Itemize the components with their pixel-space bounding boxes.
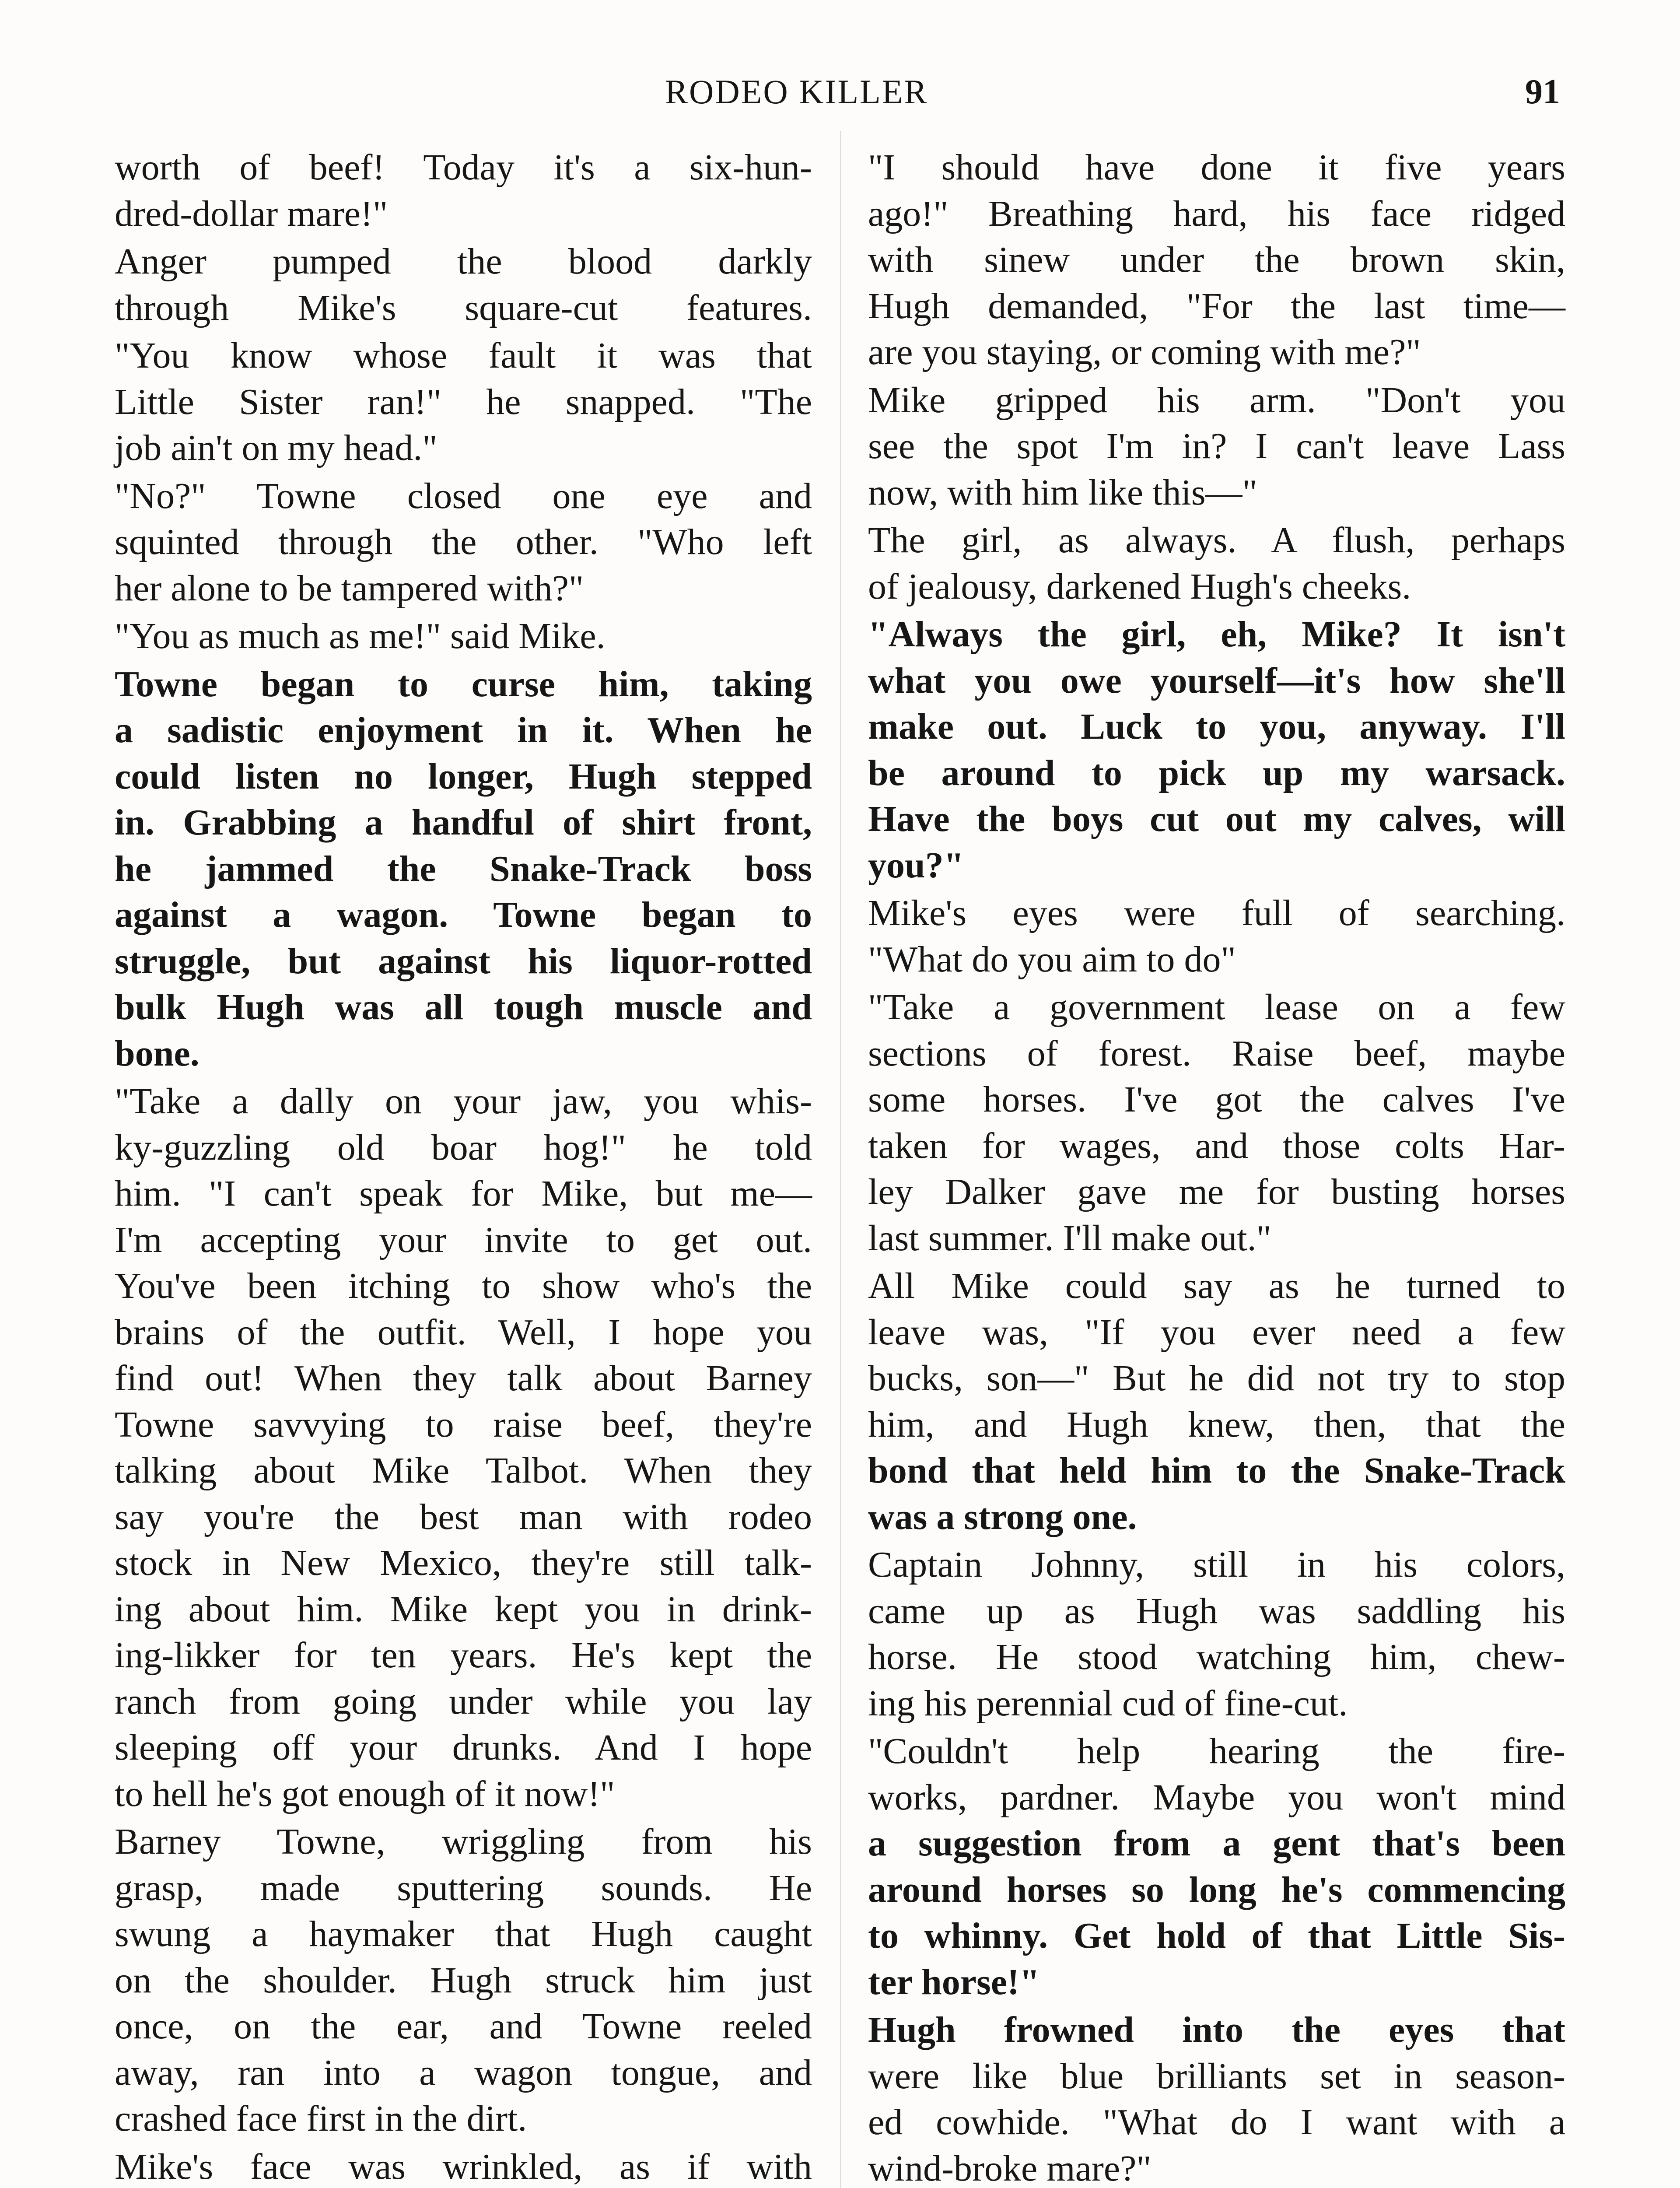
text-line: in. Grabbing a handful of shirt front, (115, 802, 812, 843)
text-line: around horses so long he's commencing (868, 1869, 1565, 1910)
text-line: Little Sister ran!" he snapped. "The (115, 381, 812, 422)
text-line: bond that held him to the Snake-Track (868, 1450, 1565, 1491)
page-number: 91 (1525, 73, 1560, 111)
text-line: Anger pumped the blood darkly (115, 241, 812, 282)
text-line: leave was, "If you ever need a few (868, 1311, 1565, 1353)
text-line: "What do you aim to do" (868, 939, 1236, 980)
text-line: him. "I can't speak for Mike, but me— (115, 1173, 812, 1214)
text-line: could listen no longer, Hugh stepped (115, 756, 812, 797)
right-text-column (868, 144, 1565, 2188)
text-line: You've been itching to show who's the (115, 1266, 812, 1306)
text-line: ter horse!" (868, 1961, 1040, 2002)
text-line: you?" (868, 845, 964, 886)
text-line: be around to pick up my warsack. (868, 752, 1565, 793)
text-line: stock in New Mexico, they're still talk- (115, 1543, 812, 1583)
text-line: dred-dollar mare!" (115, 193, 388, 234)
text-line: ing-likker for ten years. He's kept the (115, 1635, 812, 1676)
text-line: "No?" Towne closed one eye and (115, 475, 812, 516)
text-line: talking about Mike Talbot. When they (115, 1450, 812, 1491)
text-line: say you're the best man with rodeo (115, 1496, 812, 1537)
text-line: he jammed the Snake-Track boss (115, 848, 812, 889)
text-line: away, ran into a wagon tongue, and (115, 2052, 812, 2093)
text-line: sections of forest. Raise beef, maybe (868, 1033, 1565, 1074)
text-line: I'm accepting your invite to get out. (115, 1219, 812, 1260)
text-line: Barney Towne, wriggling from his (115, 1821, 812, 1862)
text-line: ley Dalker gave me for busting horses (868, 1171, 1565, 1212)
text-line: of jealousy, darkened Hugh's cheeks. (868, 566, 1411, 607)
text-line: her alone to be tampered with?" (115, 568, 584, 609)
text-line: to hell he's got enough of it now!" (115, 1773, 615, 1814)
text-line: Towne savvying to raise beef, they're (115, 1404, 812, 1445)
text-line: "Always the girl, eh, Mike? It isn't (868, 614, 1565, 655)
text-line: brains of the outfit. Well, I hope you (115, 1311, 812, 1353)
text-line: "Take a government lease on a few (868, 987, 1565, 1027)
text-line: wind-broke mare?" (868, 2148, 1152, 2188)
text-line: a sadistic enjoyment in it. When he (115, 710, 812, 750)
text-line: The girl, as always. A flush, perhaps (868, 520, 1565, 561)
text-line: what you owe yourself—it's how she'll (868, 660, 1565, 701)
text-line: bucks, son—" But he did not try to stop (868, 1358, 1565, 1399)
text-line: grasp, made sputtering sounds. He (115, 1867, 812, 1908)
text-line: taken for wages, and those colts Har- (868, 1125, 1565, 1166)
text-line: Towne began to curse him, taking (115, 663, 812, 705)
text-line: worth of beef! Today it's a six-hun- (115, 147, 812, 188)
text-line: squinted through the other. "Who left (115, 522, 812, 562)
text-line: horse. He stood watching him, chew- (868, 1637, 1565, 1677)
text-line: ing his perennial cud of fine-cut. (868, 1683, 1348, 1724)
text-line: to whinny. Get hold of that Little Sis- (868, 1915, 1565, 1956)
left-text-column (115, 144, 812, 2188)
column-divider (840, 131, 841, 2188)
text-line: against a wagon. Towne began to (115, 894, 812, 935)
text-line: ky-guzzling old boar hog!" he told (115, 1127, 812, 1168)
text-line: came up as Hugh was saddling his (868, 1590, 1565, 1631)
text-line: bulk Hugh was all tough muscle and (115, 987, 812, 1027)
text-line: last summer. I'll make out." (868, 1217, 1271, 1259)
text-line: bone. (115, 1033, 200, 1074)
text-line: are you staying, or coming with me?" (868, 332, 1421, 372)
text-line: "Take a dally on your jaw, you whis- (115, 1081, 812, 1122)
text-line: "Couldn't help hearing the fire- (868, 1731, 1565, 1771)
text-line: Captain Johnny, still in his colors, (868, 1544, 1565, 1585)
text-line: "I should have done it five years (868, 147, 1565, 188)
running-title: RODEO KILLER (665, 73, 928, 111)
text-line: make out. Luck to you, anyway. I'll (868, 706, 1565, 747)
text-line: find out! When they talk about Barney (115, 1358, 812, 1399)
text-line: sleeping off your drunks. And I hope (115, 1727, 812, 1768)
text-line: Have the boys cut out my calves, will (868, 799, 1565, 839)
text-line: Mike gripped his arm. "Don't you (868, 379, 1565, 421)
text-line: through Mike's square-cut features. (115, 287, 812, 328)
text-line: were like blue brilliants set in season- (868, 2055, 1565, 2097)
text-line: job ain't on my head." (115, 428, 438, 468)
text-line: on the shoulder. Hugh struck him just (115, 1960, 812, 2001)
text-line: Mike's face was wrinkled, as if with (115, 2146, 812, 2187)
text-line: a suggestion from a gent that's been (868, 1823, 1565, 1864)
text-line: some horses. I've got the calves I've (868, 1079, 1565, 1120)
text-line: once, on the ear, and Towne reeled (115, 2006, 812, 2047)
text-line: was a strong one. (868, 1496, 1137, 1537)
text-line: works, pardner. Maybe you won't mind (868, 1777, 1565, 1818)
text-line: ing about him. Mike kept you in drink- (115, 1588, 812, 1630)
text-line: struggle, but against his liquor-rotted (115, 940, 812, 982)
text-line: Hugh frowned into the eyes that (868, 2009, 1565, 2050)
text-line: him, and Hugh knew, then, that the (868, 1404, 1565, 1445)
text-line: Mike's eyes were full of searching. (868, 893, 1565, 933)
text-line: see the spot I'm in? I can't leave Lass (868, 426, 1565, 466)
text-line: with sinew under the brown skin, (868, 239, 1565, 280)
text-line: "You know whose fault it was that (115, 335, 812, 376)
text-line: crashed face first in the dirt. (115, 2098, 527, 2139)
text-line: "You as much as me!" said Mike. (115, 616, 606, 656)
text-line: now, with him like this—" (868, 472, 1257, 513)
text-line: ranch from going under while you lay (115, 1681, 812, 1722)
text-line: Hugh demanded, "For the last time— (868, 285, 1565, 326)
running-header (0, 72, 1680, 120)
text-line: ed cowhide. "What do I want with a (868, 2102, 1565, 2142)
text-line: swung a haymaker that Hugh caught (115, 1914, 812, 1954)
text-line: All Mike could say as he turned to (868, 1266, 1565, 1306)
text-line: ago!" Breathing hard, his face ridged (868, 193, 1565, 234)
